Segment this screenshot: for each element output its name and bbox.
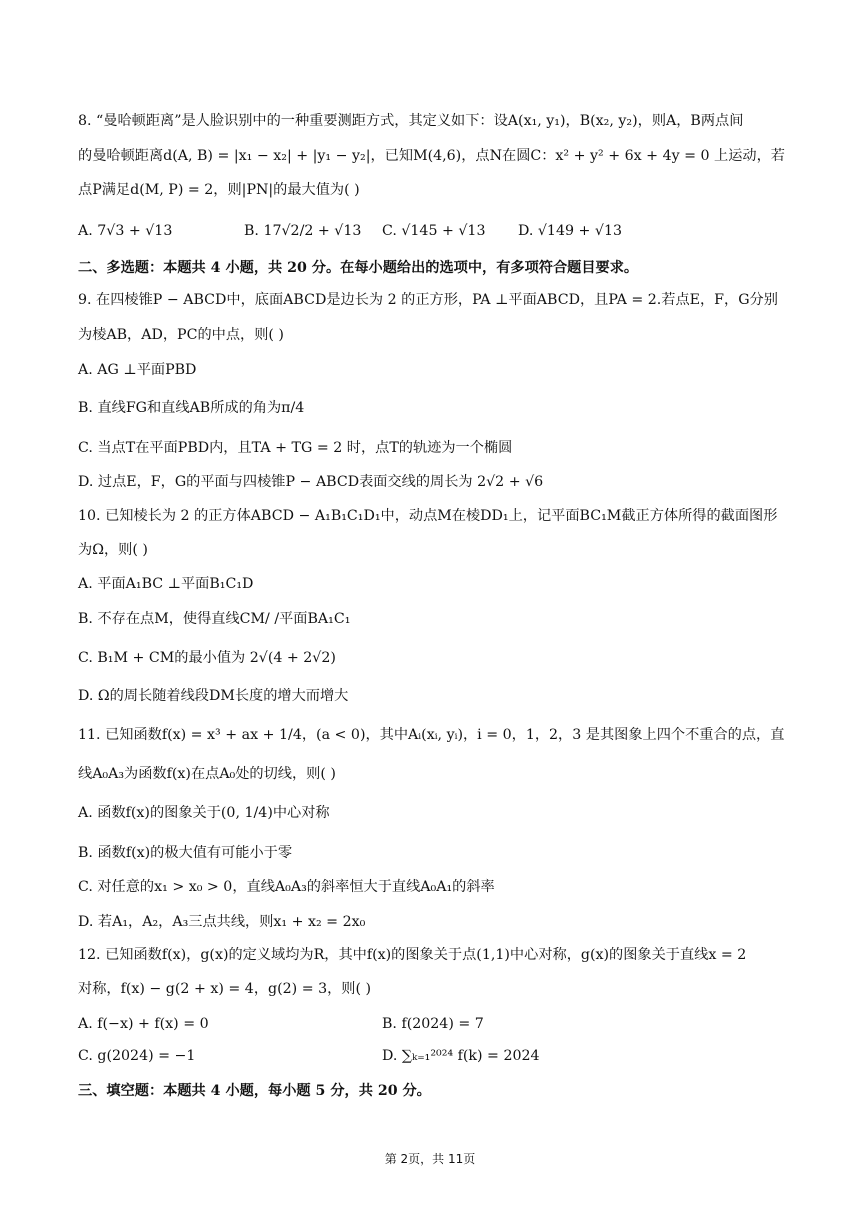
q8-line-1: 8. “曼哈顿距离”是人脸识别中的一种重要测距方式，其定义如下：设A(x₁, y₁)，B(x₂, y₂)，则A，B两点间 — [78, 113, 744, 129]
q12-option-d: D. ∑ₖ₌₁²⁰²⁴ f(k) = 2024 — [382, 1048, 540, 1064]
q11-option-d: D. 若A₁，A₂，A₃三点共线，则x₁ + x₂ = 2x₀ — [78, 914, 366, 930]
q10-option-b: B. 不存在点M，使得直线CM/ /平面BA₁C₁ — [78, 611, 351, 627]
page-footer: 第 2页，共 11页 — [384, 1152, 476, 1166]
q10-option-d: D. Ω的周长随着线段DM长度的增大而增大 — [78, 688, 349, 704]
q11-option-b: B. 函数f(x)的极大值有可能小于零 — [78, 845, 293, 861]
q9-option-d: D. 过点E，F，G的平面与四棱锥P − ABCD表面交线的周长为 2√2 + √6 — [78, 474, 544, 490]
q12-option-b: B. f(2024) = 7 — [382, 1016, 484, 1032]
q12-line-1: 12. 已知函数f(x)，g(x)的定义域均为R，其中f(x)的图象关于点(1,1)中心对称，g(x)的图象关于直线x = 2 — [78, 947, 747, 963]
q9-option-b: B. 直线FG和直线AB所成的角为π/4 — [78, 400, 305, 416]
q10-line-1: 10. 已知棱长为 2 的正方体ABCD − A₁B₁C₁D₁中，动点M在棱DD₁上，记平面BC₁M截正方体所得的截面图形 — [78, 508, 778, 524]
q8-line-2: 的曼哈顿距离d(A, B) = |x₁ − x₂| + |y₁ − y₂|，已知M(4,6)，点N在圆C：x² + y² + 6x + 4y = 0 上运动，若 — [78, 148, 785, 164]
q11-option-c: C. 对任意的x₁ > x₀ > 0，直线A₀A₃的斜率恒大于直线A₀A₁的斜率 — [78, 879, 495, 895]
q10-line-2: 为Ω，则( ) — [78, 542, 148, 558]
section-2-heading: 二、多选题：本题共 4 小题，共 20 分。在每小题给出的选项中，有多项符合题目要求。 — [78, 260, 639, 276]
q12-option-a: A. f(−x) + f(x) = 0 — [78, 1016, 209, 1032]
q9-option-a: A. AG ⊥平面PBD — [78, 362, 197, 378]
q9-line-1: 9. 在四棱锥P − ABCD中，底面ABCD是边长为 2 的正方形，PA ⊥平面ABCD，且PA = 2.若点E，F，G分别 — [78, 292, 778, 308]
q8-option-a: A. 7√3 + √13 — [78, 223, 173, 239]
q12-line-2: 对称，f(x) − g(2 + x) = 4，g(2) = 3，则( ) — [78, 981, 372, 997]
q8-line-3: 点P满足d(M, P) = 2，则|PN|的最大值为( ) — [78, 182, 360, 198]
q10-option-a: A. 平面A₁BC ⊥平面B₁C₁D — [78, 576, 254, 592]
q8-option-c: C. √145 + √13 — [382, 223, 486, 239]
q8-option-d: D. √149 + √13 — [518, 223, 623, 239]
q11-line-1: 11. 已知函数f(x) = x³ + ax + 1/4，(a < 0)，其中Aᵢ(xᵢ, yᵢ)，i = 0，1，2，3 是其图象上四个不重合的点，直 — [78, 727, 785, 743]
q9-line-2: 为棱AB，AD，PC的中点，则( ) — [78, 327, 284, 343]
q9-option-c: C. 当点T在平面PBD内，且TA + TG = 2 时，点T的轨迹为一个椭圆 — [78, 440, 513, 456]
q8-option-b: B. 17√2/2 + √13 — [244, 223, 362, 239]
q11-option-a: A. 函数f(x)的图象关于(0, 1/4)中心对称 — [78, 805, 330, 821]
q12-option-c: C. g(2024) = −1 — [78, 1048, 196, 1064]
q10-option-c: C. B₁M + CM的最小值为 2√(4 + 2√2) — [78, 650, 336, 666]
q11-line-2: 线A₀A₃为函数f(x)在点A₀处的切线，则( ) — [78, 766, 336, 782]
section-3-heading: 三、填空题：本题共 4 小题，每小题 5 分，共 20 分。 — [78, 1083, 431, 1099]
